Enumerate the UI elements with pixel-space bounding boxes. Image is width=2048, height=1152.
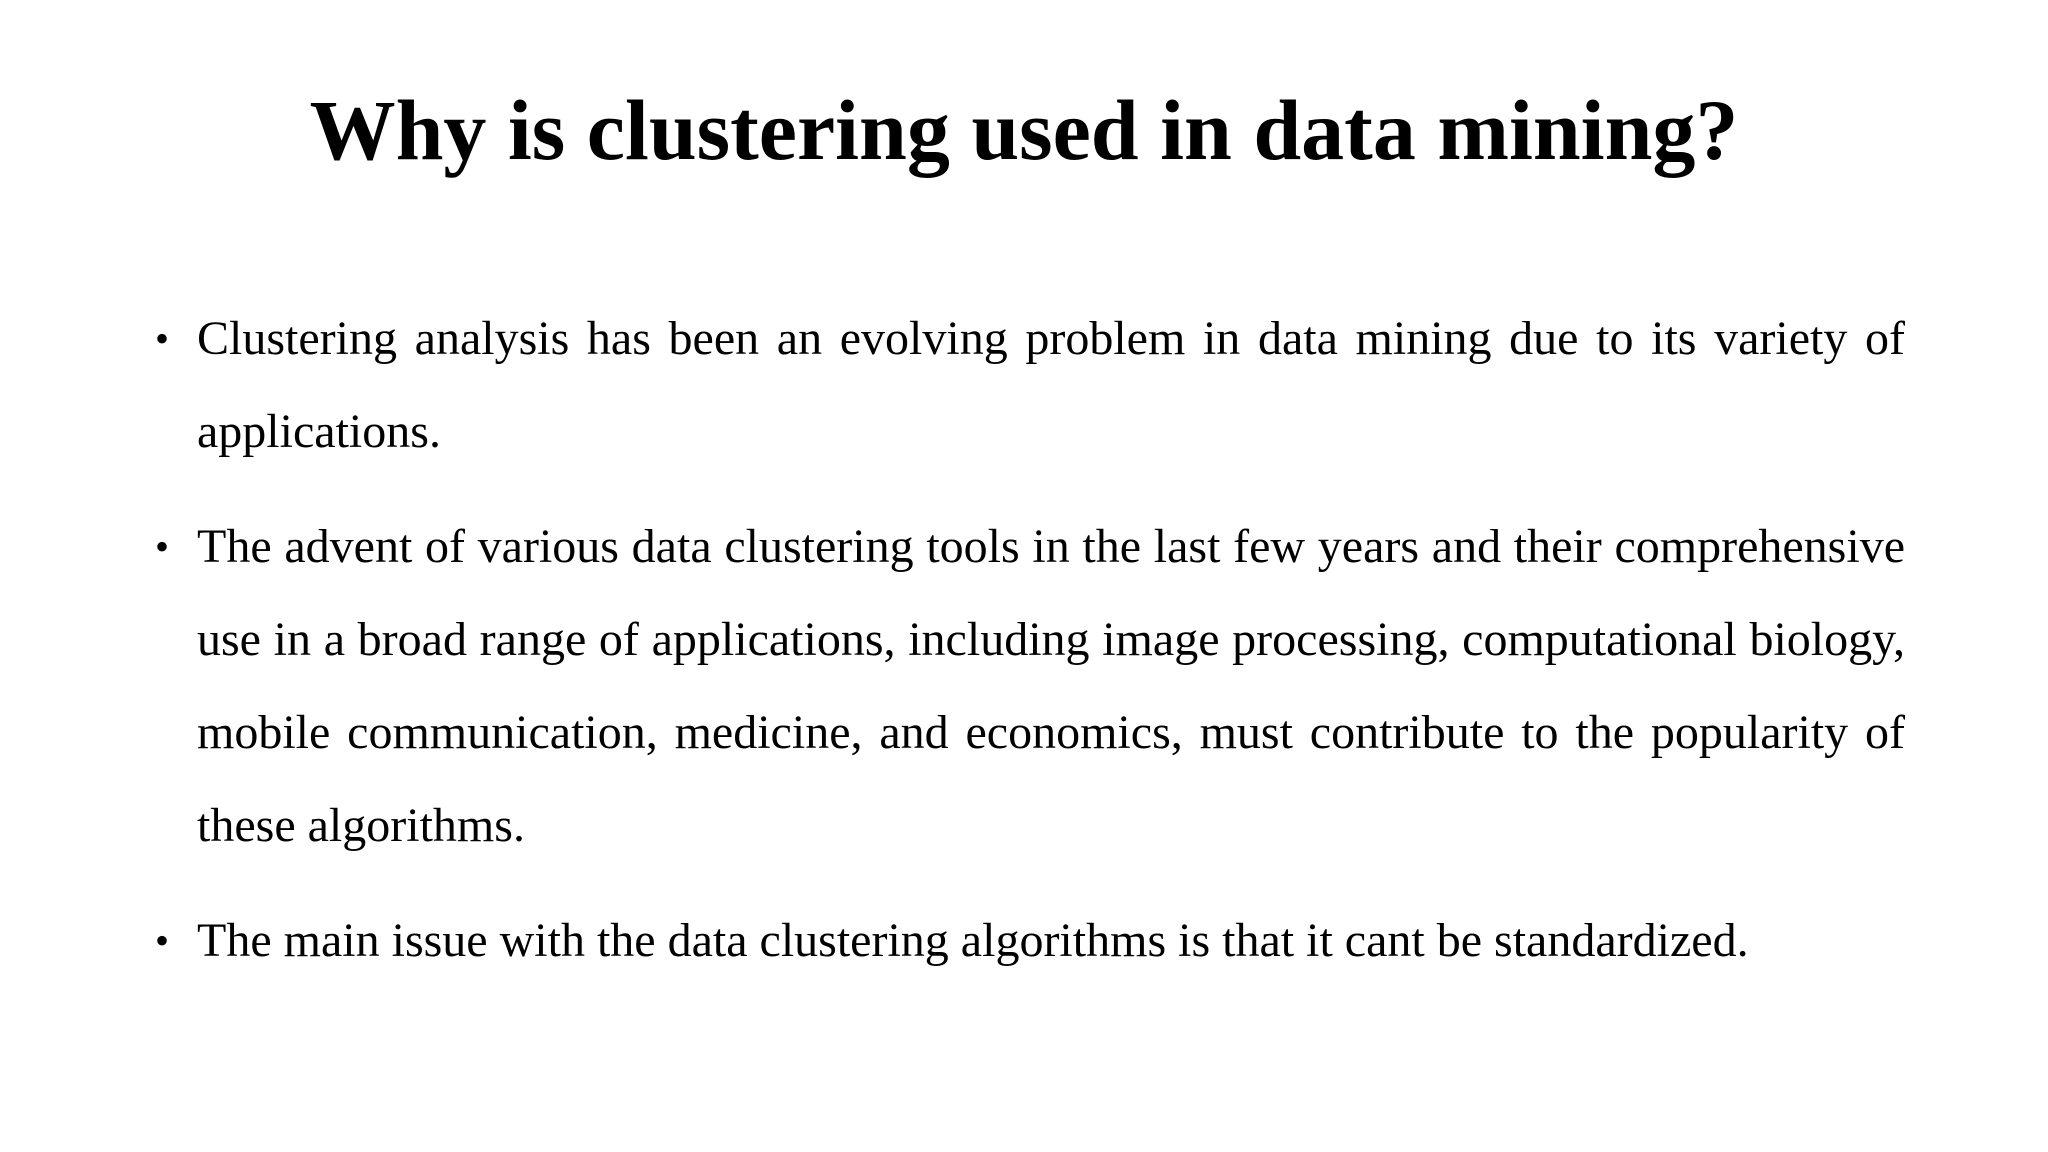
bullet-icon: • — [155, 918, 170, 963]
bullet-text: The main issue with the data clustering algorithms is that it cant be standardized. — [197, 914, 1749, 967]
slide-title: Why is clustering used in data mining? — [309, 82, 1739, 178]
list-item — [155, 292, 1905, 478]
bullet-text: The advent of various data clustering tools in the last few years and their comprehensive use in a broad range of applications, including image processing, computational biology, mobile communication, medicine, and economics, must contribute to the popularity of these algorithms. — [197, 520, 1905, 852]
bullet-icon: • — [155, 524, 170, 569]
list-item — [155, 500, 1905, 872]
bullet-text: Clustering analysis has been an evolving problem in data mining due to its variety of applications. — [197, 312, 1905, 458]
bullet-list — [155, 292, 1905, 987]
list-item — [155, 894, 1905, 987]
bullet-icon: • — [155, 316, 170, 361]
